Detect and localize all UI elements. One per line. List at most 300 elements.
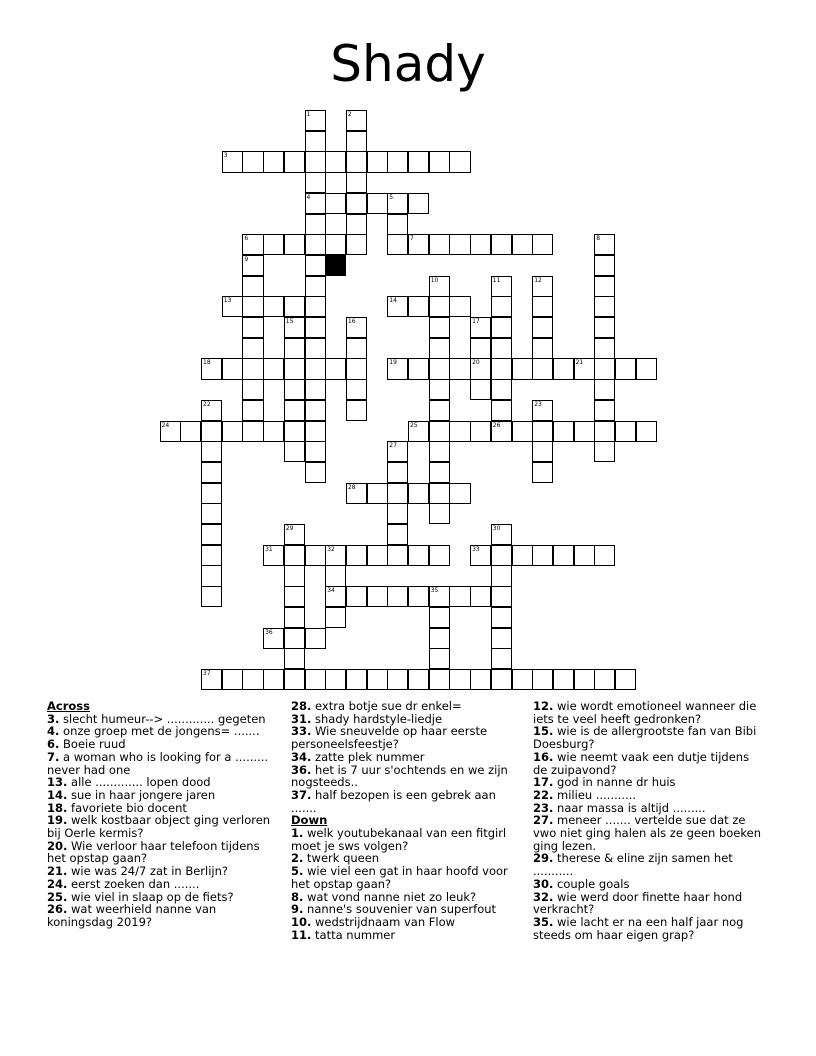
grid-cell[interactable] bbox=[284, 421, 305, 442]
grid-cell[interactable] bbox=[346, 172, 367, 193]
grid-cell[interactable] bbox=[408, 421, 429, 442]
grid-cell[interactable] bbox=[305, 400, 326, 421]
grid-cell[interactable] bbox=[305, 669, 326, 690]
grid-cell[interactable] bbox=[346, 379, 367, 400]
grid-cell[interactable] bbox=[387, 234, 408, 255]
grid-cell[interactable] bbox=[305, 379, 326, 400]
grid-cell[interactable] bbox=[470, 379, 491, 400]
grid-cell[interactable] bbox=[594, 669, 615, 690]
grid-cell[interactable] bbox=[594, 421, 615, 442]
grid-cell[interactable] bbox=[263, 296, 284, 317]
grid-cell[interactable] bbox=[242, 151, 263, 172]
grid-cell[interactable] bbox=[470, 421, 491, 442]
grid-cell[interactable] bbox=[242, 234, 263, 255]
clue-text: wie neemt vaak een dutje tijdens de zuipavond? bbox=[533, 749, 750, 777]
clue-number: 20 bbox=[472, 359, 480, 367]
grid-cell[interactable] bbox=[532, 358, 553, 379]
grid-cell[interactable] bbox=[429, 607, 450, 628]
clue-text: couple goals bbox=[553, 876, 630, 891]
clue-label-number: 22. bbox=[533, 787, 554, 802]
clue-label-number: 13. bbox=[47, 775, 68, 790]
grid-cell[interactable] bbox=[429, 317, 450, 338]
clue-item bbox=[533, 700, 765, 725]
grid-cell[interactable] bbox=[574, 669, 595, 690]
clue-label-number: 31. bbox=[291, 711, 312, 726]
grid-cell[interactable] bbox=[429, 483, 450, 504]
grid-cell[interactable] bbox=[491, 565, 512, 586]
grid-cell[interactable] bbox=[284, 151, 305, 172]
clue-text: wie is de allergrootste fan van Bibi Doesburg? bbox=[533, 724, 757, 752]
grid-cell[interactable] bbox=[594, 400, 615, 421]
grid-cell[interactable] bbox=[491, 586, 512, 607]
grid-cell[interactable] bbox=[491, 421, 512, 442]
grid-cell[interactable] bbox=[222, 296, 243, 317]
grid-cell[interactable] bbox=[346, 545, 367, 566]
grid-cell[interactable] bbox=[284, 441, 305, 462]
clue-label-number: 32. bbox=[533, 889, 554, 904]
grid-cell[interactable] bbox=[305, 255, 326, 276]
grid-cell[interactable] bbox=[305, 214, 326, 235]
clue-number: 21 bbox=[575, 359, 584, 367]
grid-cell[interactable] bbox=[242, 276, 263, 297]
grid-cell[interactable] bbox=[346, 669, 367, 690]
clue-label-number: 5. bbox=[291, 864, 304, 879]
grid-cell[interactable] bbox=[284, 648, 305, 669]
grid-cell[interactable] bbox=[532, 338, 553, 359]
grid-cell[interactable] bbox=[449, 483, 470, 504]
grid-cell[interactable] bbox=[429, 669, 450, 690]
grid-cell[interactable] bbox=[429, 296, 450, 317]
clue-label-number: 35. bbox=[533, 914, 554, 929]
grid-cell[interactable] bbox=[201, 586, 222, 607]
grid-cell[interactable] bbox=[160, 421, 181, 442]
grid-cell[interactable] bbox=[284, 234, 305, 255]
grid-cell[interactable] bbox=[387, 586, 408, 607]
clue-text: onze groep met de jongens= ....... bbox=[59, 724, 260, 739]
grid-cell[interactable] bbox=[574, 545, 595, 566]
grid-cell[interactable] bbox=[449, 296, 470, 317]
grid-cell[interactable] bbox=[429, 628, 450, 649]
grid-cell[interactable] bbox=[284, 379, 305, 400]
grid-cell[interactable] bbox=[346, 338, 367, 359]
grid-cell[interactable] bbox=[512, 234, 533, 255]
grid-cell[interactable] bbox=[408, 193, 429, 214]
grid-cell[interactable] bbox=[325, 358, 346, 379]
grid-cell[interactable] bbox=[242, 296, 263, 317]
grid-cell[interactable] bbox=[636, 421, 657, 442]
grid-cell[interactable] bbox=[636, 358, 657, 379]
grid-cell[interactable] bbox=[532, 296, 553, 317]
grid-cell[interactable] bbox=[242, 338, 263, 359]
grid-cell[interactable] bbox=[594, 296, 615, 317]
grid-cell[interactable] bbox=[429, 586, 450, 607]
grid-cell[interactable] bbox=[594, 545, 615, 566]
page-title: Shady bbox=[330, 35, 486, 93]
clue-text: eerst zoeken dan ....... bbox=[67, 876, 200, 891]
grid-cell[interactable] bbox=[325, 669, 346, 690]
grid-cell[interactable] bbox=[470, 669, 491, 690]
grid-cell[interactable] bbox=[325, 586, 346, 607]
grid-cell[interactable] bbox=[325, 545, 346, 566]
clue-number: 29 bbox=[285, 525, 294, 532]
grid-cell[interactable] bbox=[305, 421, 326, 442]
grid-cell[interactable] bbox=[305, 462, 326, 483]
grid-cell[interactable] bbox=[491, 669, 512, 690]
grid-cell[interactable] bbox=[346, 400, 367, 421]
clue-text: wie viel een gat in haar hoofd voor het opstap gaan? bbox=[291, 864, 508, 891]
clue-text: welk youtubekanaal van een fitgirl moet je sws volgen? bbox=[291, 826, 507, 853]
grid-cell[interactable] bbox=[284, 296, 305, 317]
grid-cell[interactable] bbox=[491, 296, 512, 317]
grid-cell[interactable] bbox=[305, 276, 326, 297]
grid-cell[interactable] bbox=[263, 545, 284, 566]
grid-cell[interactable] bbox=[491, 379, 512, 400]
grid-cell[interactable] bbox=[201, 503, 222, 524]
grid-cell[interactable] bbox=[594, 441, 615, 462]
grid-cell[interactable] bbox=[387, 358, 408, 379]
clue-text: het is 7 uur s'ochtends en we zijn nogsteeds.. bbox=[291, 762, 508, 790]
grid-cell[interactable] bbox=[470, 586, 491, 607]
grid-cell[interactable] bbox=[387, 151, 408, 172]
clue-label-number: 26. bbox=[47, 902, 68, 917]
grid-cell[interactable] bbox=[305, 131, 326, 152]
grid-cell[interactable] bbox=[201, 524, 222, 545]
grid-cell[interactable] bbox=[491, 234, 512, 255]
clue-label-number: 28. bbox=[291, 699, 312, 713]
grid-cell[interactable] bbox=[263, 421, 284, 442]
grid-cell[interactable] bbox=[532, 421, 553, 442]
clue-item bbox=[291, 827, 519, 852]
grid-cell[interactable] bbox=[201, 669, 222, 690]
grid-cell[interactable] bbox=[408, 151, 429, 172]
grid-cell[interactable] bbox=[449, 234, 470, 255]
grid-cell[interactable] bbox=[222, 669, 243, 690]
clue-text: meneer ....... vertelde sue dat ze vwo niet ging halen als ze geen boeken ging lezen. bbox=[533, 813, 761, 853]
grid-cell[interactable] bbox=[532, 441, 553, 462]
clue-label-number: 16. bbox=[533, 749, 554, 764]
clue-item bbox=[533, 852, 765, 877]
grid-cell[interactable] bbox=[201, 421, 222, 442]
grid-cell[interactable] bbox=[408, 234, 429, 255]
grid-cell[interactable] bbox=[387, 483, 408, 504]
clue-number: 37 bbox=[203, 669, 211, 677]
grid-cell[interactable] bbox=[201, 545, 222, 566]
grid-cell[interactable] bbox=[305, 296, 326, 317]
grid-cell[interactable] bbox=[532, 669, 553, 690]
grid-cell[interactable] bbox=[491, 545, 512, 566]
grid-cell[interactable] bbox=[284, 565, 305, 586]
grid-cell[interactable] bbox=[429, 358, 450, 379]
grid-cell[interactable] bbox=[615, 358, 636, 379]
grid-cell[interactable] bbox=[387, 669, 408, 690]
grid-cell[interactable] bbox=[242, 358, 263, 379]
grid-cell[interactable] bbox=[408, 669, 429, 690]
clue-number: 30 bbox=[492, 525, 501, 532]
clue-label-number: 33. bbox=[291, 724, 312, 739]
grid-cell[interactable] bbox=[346, 358, 367, 379]
clue-label-number: 6. bbox=[47, 737, 60, 752]
grid-cell[interactable] bbox=[408, 483, 429, 504]
grid-cell[interactable] bbox=[263, 151, 284, 172]
grid-cell[interactable] bbox=[594, 317, 615, 338]
clue-text: shady hardstyle-liedje bbox=[311, 711, 443, 726]
grid-cell[interactable] bbox=[387, 545, 408, 566]
grid-cell[interactable] bbox=[346, 586, 367, 607]
clue-text: god in nanne dr huis bbox=[553, 775, 676, 790]
clue-number: 32 bbox=[327, 545, 335, 553]
grid-cell[interactable] bbox=[429, 276, 450, 297]
grid-cell[interactable] bbox=[615, 669, 636, 690]
clue-number: 26 bbox=[492, 421, 501, 429]
grid-cell[interactable] bbox=[284, 358, 305, 379]
grid-cell[interactable] bbox=[305, 193, 326, 214]
grid-cell[interactable] bbox=[305, 441, 326, 462]
grid-cell[interactable] bbox=[532, 317, 553, 338]
grid-cell[interactable] bbox=[305, 338, 326, 359]
clue-number: 10 bbox=[430, 276, 439, 284]
grid-cell[interactable] bbox=[325, 193, 346, 214]
grid-cell[interactable] bbox=[242, 317, 263, 338]
grid-cell[interactable] bbox=[263, 669, 284, 690]
grid-cell[interactable] bbox=[263, 358, 284, 379]
clue-number: 18 bbox=[203, 359, 211, 367]
grid-cell[interactable] bbox=[346, 214, 367, 235]
clue-number: 5 bbox=[389, 193, 394, 201]
grid-cell[interactable] bbox=[367, 586, 388, 607]
grid-cell[interactable] bbox=[325, 565, 346, 586]
clue-text: nanne's souvenier van superfout bbox=[303, 902, 497, 917]
clue-number: 23 bbox=[534, 400, 542, 408]
grid-cell[interactable] bbox=[553, 358, 574, 379]
grid-cell[interactable] bbox=[284, 400, 305, 421]
grid-cell[interactable] bbox=[346, 151, 367, 172]
grid-cell[interactable] bbox=[305, 110, 326, 131]
grid-cell[interactable] bbox=[594, 255, 615, 276]
grid-cell[interactable] bbox=[222, 421, 243, 442]
grid-cell[interactable] bbox=[429, 379, 450, 400]
grid-cell[interactable] bbox=[346, 131, 367, 152]
grid-cell[interactable] bbox=[305, 358, 326, 379]
clue-label-number: 37. bbox=[291, 787, 312, 802]
grid-cell[interactable] bbox=[367, 193, 388, 214]
grid-cell[interactable] bbox=[491, 524, 512, 545]
clue-text: wie wordt emotioneel wanneer die iets te veel heeft gedronken? bbox=[533, 699, 757, 726]
grid-cell[interactable] bbox=[574, 421, 595, 442]
grid-cell[interactable] bbox=[367, 669, 388, 690]
grid-cell[interactable] bbox=[284, 607, 305, 628]
clue-label-number: 18. bbox=[47, 800, 68, 815]
grid-cell[interactable] bbox=[284, 524, 305, 545]
clue-text: naar massa is altijd ......... bbox=[553, 800, 706, 815]
clue-number: 33 bbox=[472, 545, 480, 553]
grid-cell[interactable] bbox=[284, 338, 305, 359]
grid-cell[interactable] bbox=[532, 234, 553, 255]
grid-cell[interactable] bbox=[594, 358, 615, 379]
grid-cell[interactable] bbox=[449, 669, 470, 690]
grid-cell[interactable] bbox=[491, 648, 512, 669]
grid-cell[interactable] bbox=[429, 400, 450, 421]
grid-cell[interactable] bbox=[263, 628, 284, 649]
clue-number: 31 bbox=[265, 545, 273, 553]
clue-text: wat weerhield nanne van koningsdag 2019? bbox=[47, 902, 217, 929]
grid-cell[interactable] bbox=[367, 483, 388, 504]
grid-cell[interactable] bbox=[532, 400, 553, 421]
grid-cell[interactable] bbox=[449, 586, 470, 607]
grid-cell[interactable] bbox=[429, 441, 450, 462]
grid-cell[interactable] bbox=[387, 441, 408, 462]
grid-cell[interactable] bbox=[408, 358, 429, 379]
clue-label-number: 11. bbox=[291, 927, 312, 942]
grid-cell[interactable] bbox=[532, 545, 553, 566]
grid-cell[interactable] bbox=[429, 503, 450, 524]
grid-cell[interactable] bbox=[305, 317, 326, 338]
grid-cell[interactable] bbox=[325, 151, 346, 172]
grid-cell[interactable] bbox=[594, 338, 615, 359]
grid-cell[interactable] bbox=[491, 317, 512, 338]
grid-cell[interactable] bbox=[242, 400, 263, 421]
grid-cell[interactable] bbox=[201, 483, 222, 504]
grid-cell[interactable] bbox=[491, 400, 512, 421]
clue-text: Wie sneuvelde op haar eerste personeelsfeestje? bbox=[291, 724, 488, 752]
grid-cell[interactable] bbox=[387, 503, 408, 524]
grid-cell[interactable] bbox=[408, 545, 429, 566]
grid-cell[interactable] bbox=[491, 358, 512, 379]
grid-cell[interactable] bbox=[553, 421, 574, 442]
clue-label-number: 20. bbox=[47, 838, 68, 853]
grid-cell[interactable] bbox=[325, 607, 346, 628]
grid-cell[interactable] bbox=[429, 648, 450, 669]
grid-cell[interactable] bbox=[615, 421, 636, 442]
grid-cell[interactable] bbox=[242, 255, 263, 276]
grid-cell[interactable] bbox=[532, 276, 553, 297]
grid-cell[interactable] bbox=[491, 607, 512, 628]
grid-cell[interactable] bbox=[449, 358, 470, 379]
grid-cell[interactable] bbox=[284, 317, 305, 338]
clue-number: 3 bbox=[223, 152, 228, 160]
grid-cell[interactable] bbox=[387, 193, 408, 214]
grid-cell[interactable] bbox=[201, 400, 222, 421]
grid-cell[interactable] bbox=[346, 317, 367, 338]
clue-text: a woman who is looking for a ......... never had one bbox=[47, 749, 269, 777]
grid-cell[interactable] bbox=[346, 110, 367, 131]
grid-cell[interactable] bbox=[346, 234, 367, 255]
grid-cell[interactable] bbox=[429, 462, 450, 483]
clue-text: wie werd door finette haar hond verkracht? bbox=[533, 889, 743, 917]
grid-cell[interactable] bbox=[222, 151, 243, 172]
grid-cell[interactable] bbox=[470, 545, 491, 566]
grid-cell[interactable] bbox=[305, 628, 326, 649]
grid-cell[interactable] bbox=[470, 234, 491, 255]
clue-number: 25 bbox=[410, 421, 418, 429]
grid-cell[interactable] bbox=[325, 234, 346, 255]
grid-cell[interactable] bbox=[387, 214, 408, 235]
clue-item bbox=[47, 840, 277, 865]
grid-cell[interactable] bbox=[553, 545, 574, 566]
clue-label-number: 14. bbox=[47, 787, 68, 802]
clue-number: 9 bbox=[244, 255, 249, 263]
grid-cell[interactable] bbox=[470, 317, 491, 338]
grid-cell[interactable] bbox=[429, 421, 450, 442]
grid-cell[interactable] bbox=[594, 379, 615, 400]
clue-label-number: 23. bbox=[533, 800, 554, 815]
grid-cell[interactable] bbox=[594, 276, 615, 297]
clue-item bbox=[47, 751, 277, 776]
grid-cell[interactable] bbox=[429, 234, 450, 255]
grid-cell[interactable] bbox=[201, 358, 222, 379]
grid-cell[interactable] bbox=[449, 421, 470, 442]
grid-cell[interactable] bbox=[532, 462, 553, 483]
grid-cell[interactable] bbox=[387, 296, 408, 317]
grid-cell[interactable] bbox=[429, 338, 450, 359]
grid-cell[interactable] bbox=[429, 545, 450, 566]
grid-cell[interactable] bbox=[387, 462, 408, 483]
grid-cell[interactable] bbox=[449, 151, 470, 172]
clue-number: 11 bbox=[492, 276, 501, 284]
clue-column-3 bbox=[533, 700, 765, 941]
grid-cell[interactable] bbox=[470, 338, 491, 359]
grid-cell[interactable] bbox=[180, 421, 201, 442]
grid-cell[interactable] bbox=[512, 669, 533, 690]
grid-cell[interactable] bbox=[594, 234, 615, 255]
grid-cell[interactable] bbox=[512, 545, 533, 566]
grid-cell[interactable] bbox=[491, 276, 512, 297]
grid-cell[interactable] bbox=[387, 524, 408, 545]
grid-cell[interactable] bbox=[284, 545, 305, 566]
black-cell bbox=[325, 255, 346, 276]
grid-cell[interactable] bbox=[305, 234, 326, 255]
grid-cell[interactable] bbox=[429, 151, 450, 172]
grid-cell[interactable] bbox=[491, 338, 512, 359]
grid-cell[interactable] bbox=[284, 669, 305, 690]
grid-cell[interactable] bbox=[305, 172, 326, 193]
grid-cell[interactable] bbox=[201, 441, 222, 462]
grid-cell[interactable] bbox=[242, 669, 263, 690]
grid-cell[interactable] bbox=[284, 628, 305, 649]
grid-cell[interactable] bbox=[305, 545, 326, 566]
grid-cell[interactable] bbox=[222, 358, 243, 379]
clue-text: twerk queen bbox=[303, 851, 380, 866]
clue-item bbox=[533, 916, 765, 941]
clue-number: 8 bbox=[596, 235, 601, 243]
grid-cell[interactable] bbox=[574, 358, 595, 379]
grid-cell[interactable] bbox=[553, 669, 574, 690]
grid-cell[interactable] bbox=[242, 379, 263, 400]
grid-cell[interactable] bbox=[512, 358, 533, 379]
grid-cell[interactable] bbox=[367, 545, 388, 566]
clue-label-number: 24. bbox=[47, 876, 68, 891]
grid-cell[interactable] bbox=[346, 483, 367, 504]
grid-cell[interactable] bbox=[408, 586, 429, 607]
grid-cell[interactable] bbox=[346, 193, 367, 214]
clue-label-number: 1. bbox=[291, 826, 304, 841]
clue-label-number: 10. bbox=[291, 914, 312, 929]
grid-cell[interactable] bbox=[367, 151, 388, 172]
grid-cell[interactable] bbox=[512, 421, 533, 442]
grid-cell[interactable] bbox=[470, 358, 491, 379]
grid-cell[interactable] bbox=[201, 462, 222, 483]
clue-text: wie viel in slaap op de fiets? bbox=[67, 889, 234, 904]
grid-cell[interactable] bbox=[284, 586, 305, 607]
clue-text: slecht humeur--> ............. gegeten bbox=[59, 711, 266, 726]
grid-cell[interactable] bbox=[491, 628, 512, 649]
clue-label-number: 8. bbox=[291, 889, 304, 904]
grid-cell[interactable] bbox=[201, 565, 222, 586]
grid-cell[interactable] bbox=[242, 421, 263, 442]
clue-number: 12 bbox=[534, 276, 542, 284]
grid-cell[interactable] bbox=[263, 234, 284, 255]
grid-cell[interactable] bbox=[408, 296, 429, 317]
grid-cell[interactable] bbox=[305, 151, 326, 172]
